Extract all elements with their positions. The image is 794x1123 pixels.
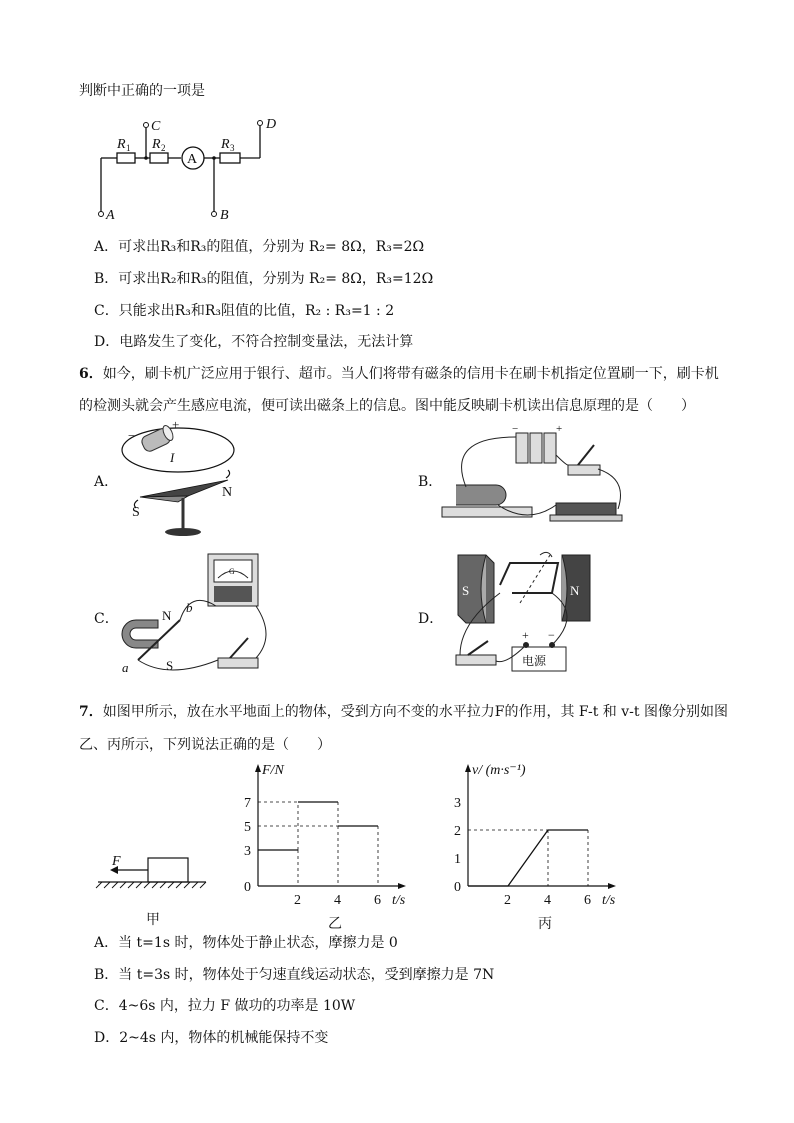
q5-option-b: B．可求出R₂和R₃的阻值，分别为 R₂= 8Ω，R₃=12Ω — [94, 271, 434, 287]
label-b: B — [220, 208, 229, 223]
q7-option-c: C．4~6s 内，拉力 F 做功的功率是 10W — [94, 998, 356, 1014]
x-tick-label: 2 — [294, 893, 301, 908]
svg-text:2: 2 — [161, 143, 166, 153]
y-axis-label: v/ (m·s⁻¹) — [472, 763, 526, 778]
svg-text:+: + — [522, 628, 529, 642]
svg-text:−: − — [128, 428, 136, 443]
y-tick-label: 1 — [454, 852, 461, 867]
svg-text:+: + — [556, 423, 563, 435]
q7-chart-f-t — [230, 760, 420, 930]
v-series-line — [468, 830, 588, 886]
svg-text:N: N — [222, 485, 233, 500]
svg-text:N: N — [162, 608, 172, 623]
svg-text:电源: 电源 — [522, 654, 547, 668]
q5-option-d: D．电路发生了变化，不符合控制变量法，无法计算 — [94, 334, 414, 350]
resistor-r2 — [150, 153, 168, 163]
q7-chart-v-t — [440, 760, 630, 930]
resistor-r1 — [117, 153, 135, 163]
svg-text:N: N — [570, 583, 580, 598]
svg-text:甲: 甲 — [146, 913, 160, 928]
q6-figure-d — [440, 545, 610, 685]
chart-caption: 丙 — [538, 917, 552, 932]
label-d: D — [266, 117, 277, 132]
y-tick-label: 2 — [454, 824, 461, 839]
y-axis-label: F/N — [262, 763, 284, 778]
y-tick-label: 3 — [244, 844, 251, 859]
q7-number: 7． — [79, 704, 103, 720]
label-c: C — [151, 119, 161, 134]
x-tick-label: 4 — [544, 893, 551, 908]
q7-option-a: A．当 t=1s 时，物体处于静止状态，摩擦力是 0 — [94, 935, 398, 951]
svg-text:a: a — [122, 660, 129, 675]
q6-figure-c — [118, 550, 278, 680]
q6-label-c: C． — [94, 611, 119, 627]
q6-stem-line1: 6．如今，刷卡机广泛应用于银行、超市。当人们将带有磁条的信用卡在刷卡机指定位置刷一下，刷卡机 — [79, 366, 719, 382]
svg-text:+: + — [172, 417, 180, 432]
q6-label-b: B． — [418, 474, 443, 490]
x-axis-arrow — [608, 883, 616, 889]
y-tick-label: 3 — [454, 796, 461, 811]
x-tick-label: 6 — [584, 893, 591, 908]
svg-text:−: − — [512, 423, 519, 435]
q5-option-a: A．可求出R₃和R₃的阻值，分别为 R₂= 8Ω，R₃=2Ω — [94, 239, 425, 255]
svg-text:I: I — [170, 450, 175, 465]
q7-option-d: D．2~4s 内，物体的机械能保持不变 — [94, 1030, 329, 1046]
q6-stem-line2: 的检测头就会产生感应电流，便可读出磁条上的信息。图中能反映刷卡机读出信息原理的是（ ） — [79, 398, 695, 414]
svg-text:b: b — [186, 600, 193, 615]
label-r3: R — [221, 137, 230, 152]
q5-option-c: C．只能求出R₃和R₃阻值的比值，R₂ : R₃=1 : 2 — [94, 303, 395, 319]
label-ammeter: A — [187, 152, 198, 167]
q6-figure-a — [118, 417, 243, 540]
svg-text:S: S — [462, 583, 470, 598]
y-tick-label: 5 — [244, 820, 251, 835]
svg-text:S: S — [132, 505, 140, 520]
x-tick-label: 6 — [374, 893, 381, 908]
q5-circuit-diagram — [90, 112, 290, 224]
x-axis-arrow — [398, 883, 406, 889]
resistor-r3 — [220, 153, 240, 163]
svg-text:F: F — [112, 854, 121, 869]
svg-text:3: 3 — [230, 143, 235, 153]
label-r2: R — [152, 137, 161, 152]
origin-label: 0 — [454, 880, 461, 895]
y-axis-arrow — [465, 764, 471, 772]
q6-label-a: A． — [94, 474, 119, 490]
origin-label: 0 — [244, 880, 251, 895]
q7-option-b: B．当 t=3s 时，物体处于匀速直线运动状态，受到摩擦力是 7N — [94, 967, 495, 983]
label-r1: R — [117, 137, 126, 152]
y-axis-arrow — [255, 764, 261, 772]
q6-number: 6． — [79, 366, 103, 382]
q6-label-d: D． — [418, 611, 444, 627]
svg-text:G: G — [229, 567, 235, 576]
svg-text:−: − — [548, 628, 555, 642]
q7-stem-line1: 7．如图甲所示，放在水平地面上的物体，受到方向不变的水平拉力F的作用，其 F-t 和 v-t 图像分别如图 — [79, 704, 728, 720]
x-axis-label: t/s — [602, 893, 616, 908]
svg-text:1: 1 — [126, 143, 131, 153]
svg-text:S: S — [166, 658, 174, 673]
q6-figure-b — [438, 425, 638, 530]
q7-figure-jia — [92, 848, 212, 926]
q7-stem-line2: 乙、丙所示，下列说法正确的是（ ） — [79, 737, 331, 753]
label-a: A — [106, 208, 115, 223]
q5-stem-tail: 判断中正确的一项是 — [79, 83, 205, 99]
x-tick-label: 4 — [334, 893, 341, 908]
chart-caption: 乙 — [328, 917, 342, 932]
x-tick-label: 2 — [504, 893, 511, 908]
x-axis-label: t/s — [392, 893, 406, 908]
y-tick-label: 7 — [244, 796, 251, 811]
